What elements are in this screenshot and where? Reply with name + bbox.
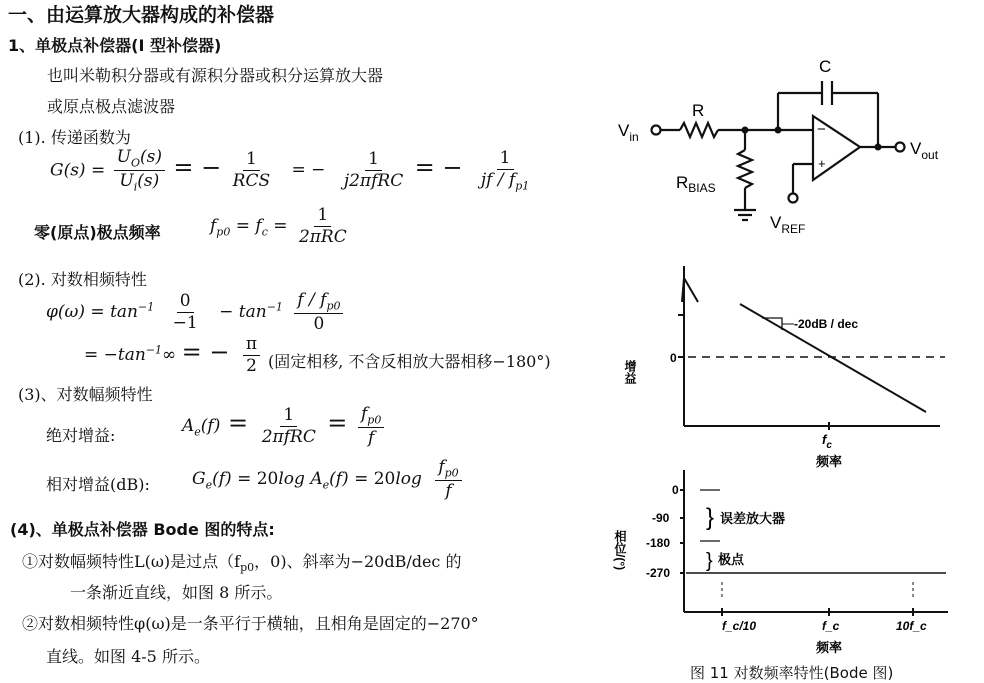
subsection-3-label: (3)、对数幅频特性 <box>18 385 153 404</box>
resistor-r <box>680 123 718 137</box>
subsection-2-label: (2). 对数相频特性 <box>18 270 147 289</box>
relative-gain-equation: $G_e(f) = 20\log$ $A_e(f) = 20\log$ $\frac{f_{p0}}{f}$ <box>192 458 465 501</box>
vin-terminal <box>652 126 661 135</box>
section-heading: 1、单极点补偿器(I 型补偿器) <box>8 36 222 55</box>
description-line-2: 或原点极点滤波器 <box>47 97 176 116</box>
absolute-gain-label: 绝对增益: <box>46 426 116 445</box>
phase-y-label: 相位/(°) <box>613 530 627 571</box>
absolute-gain-equation: $A_e(f)$ = $\frac{1}{\text{2πfRC}}$ = $\frac{f_{p0}}{f}$ <box>182 405 387 448</box>
vin-label: $V_{in}$ <box>618 121 639 144</box>
vout-label: $V_{out}$ <box>910 139 939 162</box>
feature-item-1-line-2: 一条渐近直线，如图 8 所示。 <box>70 583 283 602</box>
gain-y-label: 增益 <box>623 360 637 384</box>
vout-terminal <box>896 143 905 152</box>
figure-caption: 图 11 对数频率特性(Bode 图) <box>690 664 894 682</box>
page-title: 一、由运算放大器构成的补偿器 <box>8 4 275 26</box>
feature-item-2-line-2: 直线。如图 4-5 所示。 <box>46 647 210 666</box>
phase-x-tick-fc: f_c <box>822 619 840 633</box>
subsection-4-label: (4)、单极点补偿器 Bode 图的特点: <box>10 520 275 539</box>
integrator-circuit-diagram <box>610 50 980 245</box>
inverting-input-sign: − <box>817 121 826 138</box>
error-amp-label: 误差放大器 <box>720 511 786 526</box>
phase-equation-line-1: $\varphi(\omega) = \tan^{-1}$ $\frac{0}{-1}$ − $\tan^{-1}$ $\frac{f / f_{p0}}{0}$ <box>46 291 346 334</box>
feature-item-1-sub: p0 <box>240 561 255 575</box>
resistor-rbias <box>738 150 752 188</box>
phase-x-tick-10fc: 10f_c <box>896 619 927 633</box>
phase-tick-0: 0 <box>672 483 679 497</box>
rbias-label: $R_{BIAS}$ <box>676 173 716 195</box>
phase-x-label: 频率 <box>816 640 843 655</box>
vref-label: $V_{REF}$ <box>770 213 806 236</box>
subsection-1-label: (1). 传递函数为 <box>18 128 131 147</box>
phase-equation-line-2: = $-\tan^{-1}\infty$ = − $\frac{\pi}{2}$ <box>84 335 263 376</box>
phase-tick-270: -270 <box>646 566 671 580</box>
gain-x-label: 频率 <box>816 454 843 469</box>
bode-plot <box>610 260 980 680</box>
resistor-r-label: R <box>692 101 705 120</box>
relative-gain-label: 相对增益(dB): <box>46 475 150 494</box>
noninverting-input-sign: + <box>818 156 826 171</box>
zero-pole-frequency-label: 零(原点)极点频率 <box>34 223 161 242</box>
capacitor-c-label: C <box>819 57 832 76</box>
feature-item-1-text-b: ，0)、斜率为−20dB/dec 的 <box>254 552 462 571</box>
zero-pole-frequency-equation: $f_{p0} = f_c$ = $\frac{1}{\text{2πRC}}$ <box>210 205 347 247</box>
phase-tick-90: -90 <box>652 511 670 525</box>
phase-tick-180: -180 <box>646 536 671 550</box>
transfer-function-equation: G(s) = $\frac{U_O(s)}{U_i(s)}$ = − $\frac{1}{\text{RCS}}$ = − $\frac{1}{\text{j2πfRC}}$ = − $\frac{1}{jf / f_{p1}}$ <box>50 147 530 194</box>
slope-label: -20dB / dec <box>794 317 859 331</box>
feature-item-2: ②对数相频特性φ(ω)是一条平行于横轴，且相角是固定的−270° <box>22 614 479 633</box>
error-amp-brace: } <box>706 504 715 531</box>
phase-note: (固定相移, 不含反相放大器相移−180°) <box>268 352 551 371</box>
description-line-1: 也叫米勒积分器或有源积分器或积分运算放大器 <box>47 66 384 85</box>
phase-x-tick-fc-div-10: f_c/10 <box>722 619 757 633</box>
feature-item-1 <box>22 549 461 574</box>
pole-brace: } <box>706 550 713 572</box>
gain-zero-tick: 0 <box>670 351 677 365</box>
vref-terminal <box>789 194 798 203</box>
pole-label: 极点 <box>718 552 745 567</box>
feature-item-1-text-a: ①对数幅频特性L(ω)是过点（f <box>22 552 241 571</box>
slope-marker <box>762 318 782 330</box>
gain-fc-tick: $f_c$ <box>822 432 832 451</box>
